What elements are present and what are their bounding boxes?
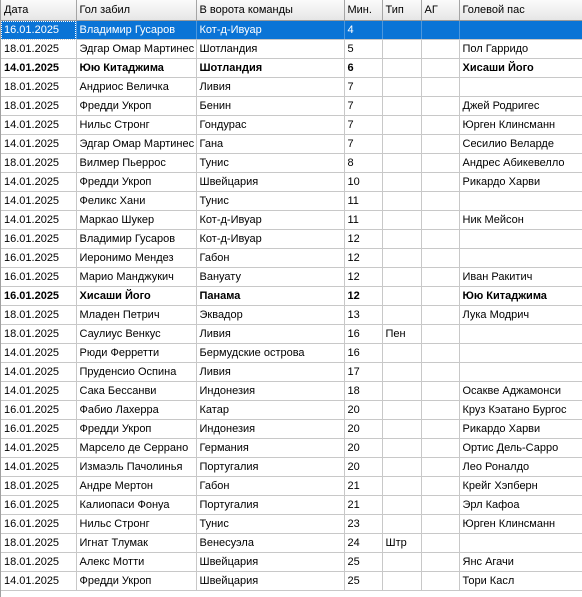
table-row[interactable] (1, 116, 582, 135)
cell-team[interactable]: Тунис (196, 154, 344, 173)
cell-ag[interactable] (421, 401, 459, 420)
cell-type[interactable] (382, 154, 421, 173)
cell-ag[interactable] (421, 40, 459, 59)
cell-assist[interactable] (459, 21, 582, 40)
cell-team[interactable]: Габон (196, 249, 344, 268)
cell-scorer[interactable]: Эдгар Омар Мартинес (76, 40, 196, 59)
cell-date[interactable]: 16.01.2025 (1, 287, 76, 306)
cell-assist[interactable]: Круз Кэатано Бургос (459, 401, 582, 420)
cell-type[interactable] (382, 515, 421, 534)
cell-ag[interactable] (421, 230, 459, 249)
cell-type[interactable]: Штр (382, 534, 421, 553)
cell-date[interactable]: 14.01.2025 (1, 211, 76, 230)
cell-team[interactable]: Ливия (196, 78, 344, 97)
cell-scorer[interactable]: Сака Бессанви (76, 382, 196, 401)
column-header-assist[interactable]: Голевой пас (459, 0, 582, 21)
cell-minute[interactable]: 11 (344, 211, 382, 230)
cell-date[interactable]: 16.01.2025 (1, 496, 76, 515)
cell-ag[interactable] (421, 287, 459, 306)
cell-scorer[interactable]: Марио Манджукич (76, 268, 196, 287)
cell-type[interactable] (382, 382, 421, 401)
cell-date[interactable]: 16.01.2025 (1, 515, 76, 534)
cell-team[interactable]: Ливия (196, 325, 344, 344)
cell-type[interactable] (382, 420, 421, 439)
cell-scorer[interactable]: Маркао Шукер (76, 211, 196, 230)
cell-minute[interactable]: 11 (344, 192, 382, 211)
cell-minute[interactable]: 25 (344, 572, 382, 591)
table-row[interactable] (1, 401, 582, 420)
cell-date[interactable]: 18.01.2025 (1, 534, 76, 553)
cell-ag[interactable] (421, 173, 459, 192)
table-row[interactable] (1, 173, 582, 192)
cell-assist[interactable]: Юрген Клинсманн (459, 515, 582, 534)
cell-scorer[interactable]: Нильс Стронг (76, 515, 196, 534)
cell-date[interactable]: 14.01.2025 (1, 135, 76, 154)
cell-assist[interactable]: Лука Модрич (459, 306, 582, 325)
cell-scorer[interactable]: Фабио Лахерра (76, 401, 196, 420)
column-header-ag[interactable]: АГ (421, 0, 459, 21)
cell-team[interactable]: Габон (196, 477, 344, 496)
cell-assist[interactable]: Сесилио Веларде (459, 135, 582, 154)
cell-scorer[interactable]: Юю Китаджима (76, 59, 196, 78)
cell-scorer[interactable]: Калиопаси Фонуа (76, 496, 196, 515)
cell-type[interactable] (382, 59, 421, 78)
cell-type[interactable] (382, 306, 421, 325)
cell-ag[interactable] (421, 78, 459, 97)
cell-date[interactable]: 14.01.2025 (1, 363, 76, 382)
cell-team[interactable]: Швейцария (196, 572, 344, 591)
cell-type[interactable] (382, 78, 421, 97)
table-row[interactable] (1, 230, 582, 249)
cell-date[interactable]: 18.01.2025 (1, 97, 76, 116)
cell-team[interactable]: Кот-д-Ивуар (196, 21, 344, 40)
cell-date[interactable]: 18.01.2025 (1, 325, 76, 344)
table-row[interactable] (1, 135, 582, 154)
cell-type[interactable] (382, 268, 421, 287)
cell-minute[interactable]: 7 (344, 116, 382, 135)
table-row[interactable] (1, 420, 582, 439)
table-row[interactable] (1, 21, 582, 40)
cell-minute[interactable]: 4 (344, 21, 382, 40)
cell-assist[interactable] (459, 249, 582, 268)
cell-type[interactable] (382, 572, 421, 591)
cell-ag[interactable] (421, 192, 459, 211)
cell-assist[interactable] (459, 363, 582, 382)
cell-scorer[interactable]: Эдгар Омар Мартинес (76, 135, 196, 154)
cell-type[interactable] (382, 477, 421, 496)
cell-date[interactable]: 14.01.2025 (1, 59, 76, 78)
cell-date[interactable]: 16.01.2025 (1, 401, 76, 420)
cell-date[interactable]: 16.01.2025 (1, 21, 76, 40)
cell-type[interactable] (382, 97, 421, 116)
table-row[interactable] (1, 439, 582, 458)
table-row[interactable] (1, 78, 582, 97)
cell-ag[interactable] (421, 211, 459, 230)
cell-minute[interactable]: 20 (344, 458, 382, 477)
cell-team[interactable]: Кот-д-Ивуар (196, 211, 344, 230)
cell-scorer[interactable]: Марсело де Серрано (76, 439, 196, 458)
cell-assist[interactable]: Крейг Хэпберн (459, 477, 582, 496)
goals-table (1, 0, 582, 591)
cell-minute[interactable]: 13 (344, 306, 382, 325)
cell-scorer[interactable]: Фредди Укроп (76, 97, 196, 116)
cell-ag[interactable] (421, 439, 459, 458)
cell-team[interactable]: Швейцария (196, 173, 344, 192)
cell-type[interactable] (382, 439, 421, 458)
cell-date[interactable]: 18.01.2025 (1, 477, 76, 496)
cell-date[interactable]: 14.01.2025 (1, 382, 76, 401)
cell-team[interactable]: Тунис (196, 192, 344, 211)
cell-assist[interactable]: Ортис Дель-Сарро (459, 439, 582, 458)
cell-scorer[interactable]: Феликс Хани (76, 192, 196, 211)
cell-date[interactable]: 14.01.2025 (1, 458, 76, 477)
cell-scorer[interactable]: Игнат Тлумак (76, 534, 196, 553)
cell-date[interactable]: 14.01.2025 (1, 116, 76, 135)
table-row[interactable] (1, 553, 582, 572)
cell-scorer[interactable]: Андре Мертон (76, 477, 196, 496)
cell-minute[interactable]: 16 (344, 344, 382, 363)
cell-scorer[interactable]: Пруденсио Оспина (76, 363, 196, 382)
cell-assist[interactable]: Осакве Аджамонси (459, 382, 582, 401)
cell-type[interactable] (382, 21, 421, 40)
cell-date[interactable]: 18.01.2025 (1, 40, 76, 59)
cell-assist[interactable] (459, 534, 582, 553)
cell-ag[interactable] (421, 116, 459, 135)
cell-ag[interactable] (421, 97, 459, 116)
cell-ag[interactable] (421, 515, 459, 534)
cell-minute[interactable]: 17 (344, 363, 382, 382)
cell-ag[interactable] (421, 268, 459, 287)
cell-minute[interactable]: 21 (344, 496, 382, 515)
cell-scorer[interactable]: Младен Петрич (76, 306, 196, 325)
table-row[interactable] (1, 211, 582, 230)
cell-scorer[interactable]: Фредди Укроп (76, 572, 196, 591)
cell-ag[interactable] (421, 363, 459, 382)
cell-team[interactable]: Португалия (196, 496, 344, 515)
cell-type[interactable] (382, 192, 421, 211)
table-row[interactable] (1, 363, 582, 382)
cell-ag[interactable] (421, 135, 459, 154)
cell-ag[interactable] (421, 306, 459, 325)
cell-date[interactable]: 14.01.2025 (1, 192, 76, 211)
cell-scorer[interactable]: Алекс Мотти (76, 553, 196, 572)
cell-assist[interactable]: Хисаши Його (459, 59, 582, 78)
cell-date[interactable]: 16.01.2025 (1, 249, 76, 268)
cell-minute[interactable]: 6 (344, 59, 382, 78)
cell-date[interactable]: 16.01.2025 (1, 268, 76, 287)
cell-assist[interactable] (459, 344, 582, 363)
column-header-team[interactable]: В ворота команды (196, 0, 344, 21)
cell-ag[interactable] (421, 553, 459, 572)
cell-type[interactable] (382, 344, 421, 363)
cell-type[interactable] (382, 173, 421, 192)
cell-type[interactable] (382, 287, 421, 306)
cell-date[interactable]: 18.01.2025 (1, 306, 76, 325)
cell-type[interactable] (382, 401, 421, 420)
cell-minute[interactable]: 7 (344, 78, 382, 97)
cell-type[interactable] (382, 40, 421, 59)
cell-minute[interactable]: 20 (344, 439, 382, 458)
cell-team[interactable]: Гондурас (196, 116, 344, 135)
cell-assist[interactable]: Рикардо Харви (459, 420, 582, 439)
table-row[interactable] (1, 192, 582, 211)
cell-type[interactable] (382, 363, 421, 382)
cell-date[interactable]: 16.01.2025 (1, 420, 76, 439)
cell-minute[interactable]: 12 (344, 230, 382, 249)
cell-date[interactable]: 18.01.2025 (1, 553, 76, 572)
cell-minute[interactable]: 10 (344, 173, 382, 192)
table-row[interactable] (1, 154, 582, 173)
cell-type[interactable]: Пен (382, 325, 421, 344)
cell-team[interactable]: Тунис (196, 515, 344, 534)
table-row[interactable] (1, 382, 582, 401)
cell-type[interactable] (382, 135, 421, 154)
column-header-date[interactable]: Дата (1, 0, 76, 21)
cell-minute[interactable]: 5 (344, 40, 382, 59)
cell-scorer[interactable]: Владимир Гусаров (76, 21, 196, 40)
cell-team[interactable]: Кот-д-Ивуар (196, 230, 344, 249)
cell-scorer[interactable]: Фредди Укроп (76, 420, 196, 439)
cell-date[interactable]: 18.01.2025 (1, 154, 76, 173)
cell-ag[interactable] (421, 572, 459, 591)
cell-minute[interactable]: 18 (344, 382, 382, 401)
cell-assist[interactable]: Ник Мейсон (459, 211, 582, 230)
cell-scorer[interactable]: Саулиус Венкус (76, 325, 196, 344)
cell-scorer[interactable]: Измаэль Пачолинья (76, 458, 196, 477)
column-header-minute[interactable]: Мин. (344, 0, 382, 21)
cell-scorer[interactable]: Фредди Укроп (76, 173, 196, 192)
cell-type[interactable] (382, 249, 421, 268)
cell-minute[interactable]: 7 (344, 135, 382, 154)
cell-assist[interactable]: Лео Роналдо (459, 458, 582, 477)
cell-ag[interactable] (421, 382, 459, 401)
cell-minute[interactable]: 24 (344, 534, 382, 553)
cell-team[interactable]: Ливия (196, 363, 344, 382)
cell-team[interactable]: Швейцария (196, 553, 344, 572)
table-row[interactable] (1, 477, 582, 496)
cell-scorer[interactable]: Рюди Ферретти (76, 344, 196, 363)
cell-assist[interactable]: Пол Гарридо (459, 40, 582, 59)
cell-date[interactable]: 18.01.2025 (1, 78, 76, 97)
table-row[interactable] (1, 496, 582, 515)
cell-minute[interactable]: 25 (344, 553, 382, 572)
header-row (1, 0, 582, 21)
cell-minute[interactable]: 20 (344, 401, 382, 420)
table-row[interactable] (1, 325, 582, 344)
cell-type[interactable] (382, 553, 421, 572)
cell-assist[interactable]: Юю Китаджима (459, 287, 582, 306)
cell-assist[interactable]: Эрл Кафоа (459, 496, 582, 515)
cell-team[interactable]: Португалия (196, 458, 344, 477)
cell-assist[interactable] (459, 78, 582, 97)
cell-minute[interactable]: 12 (344, 268, 382, 287)
table-row[interactable] (1, 59, 582, 78)
cell-ag[interactable] (421, 496, 459, 515)
cell-ag[interactable] (421, 249, 459, 268)
cell-ag[interactable] (421, 59, 459, 78)
cell-ag[interactable] (421, 154, 459, 173)
cell-date[interactable]: 14.01.2025 (1, 572, 76, 591)
cell-assist[interactable]: Джей Родригес (459, 97, 582, 116)
cell-assist[interactable] (459, 230, 582, 249)
cell-minute[interactable]: 12 (344, 249, 382, 268)
table-row[interactable] (1, 534, 582, 553)
cell-assist[interactable]: Рикардо Харви (459, 173, 582, 192)
cell-ag[interactable] (421, 325, 459, 344)
cell-team[interactable]: Индонезия (196, 382, 344, 401)
cell-type[interactable] (382, 116, 421, 135)
cell-assist[interactable]: Иван Ракитич (459, 268, 582, 287)
column-header-type[interactable]: Тип (382, 0, 421, 21)
cell-team[interactable]: Гана (196, 135, 344, 154)
table-row[interactable] (1, 268, 582, 287)
cell-assist[interactable]: Юрген Клинсманн (459, 116, 582, 135)
table-row[interactable] (1, 287, 582, 306)
cell-scorer[interactable]: Владимир Гусаров (76, 230, 196, 249)
table-row[interactable] (1, 458, 582, 477)
cell-scorer[interactable]: Иеронимо Мендез (76, 249, 196, 268)
cell-ag[interactable] (421, 21, 459, 40)
cell-ag[interactable] (421, 534, 459, 553)
cell-type[interactable] (382, 211, 421, 230)
cell-minute[interactable]: 12 (344, 287, 382, 306)
table-row[interactable] (1, 515, 582, 534)
cell-minute[interactable]: 7 (344, 97, 382, 116)
cell-date[interactable]: 14.01.2025 (1, 439, 76, 458)
cell-team[interactable]: Индонезия (196, 420, 344, 439)
cell-date[interactable]: 16.01.2025 (1, 230, 76, 249)
cell-team[interactable]: Вануату (196, 268, 344, 287)
cell-team[interactable]: Бенин (196, 97, 344, 116)
cell-team[interactable]: Катар (196, 401, 344, 420)
cell-scorer[interactable]: Нильс Стронг (76, 116, 196, 135)
cell-ag[interactable] (421, 458, 459, 477)
cell-assist[interactable]: Андрес Абикевелло (459, 154, 582, 173)
cell-minute[interactable]: 21 (344, 477, 382, 496)
table-row[interactable] (1, 344, 582, 363)
cell-team[interactable]: Бермудские острова (196, 344, 344, 363)
cell-date[interactable]: 14.01.2025 (1, 344, 76, 363)
cell-team[interactable]: Шотландия (196, 40, 344, 59)
cell-ag[interactable] (421, 344, 459, 363)
cell-minute[interactable]: 23 (344, 515, 382, 534)
cell-team[interactable]: Венесуэла (196, 534, 344, 553)
cell-team[interactable]: Эквадор (196, 306, 344, 325)
column-header-scorer[interactable]: Гол забил (76, 0, 196, 21)
cell-type[interactable] (382, 230, 421, 249)
cell-scorer[interactable]: Вилмер Пьеррос (76, 154, 196, 173)
table-row[interactable] (1, 40, 582, 59)
table-row[interactable] (1, 306, 582, 325)
table-row[interactable] (1, 249, 582, 268)
cell-assist[interactable]: Янс Агачи (459, 553, 582, 572)
cell-type[interactable] (382, 458, 421, 477)
cell-scorer[interactable]: Андриос Величка (76, 78, 196, 97)
table-row[interactable] (1, 572, 582, 591)
cell-ag[interactable] (421, 477, 459, 496)
cell-minute[interactable]: 20 (344, 420, 382, 439)
cell-team[interactable]: Панама (196, 287, 344, 306)
cell-assist[interactable]: Тори Касл (459, 572, 582, 591)
cell-scorer[interactable]: Хисаши Його (76, 287, 196, 306)
cell-ag[interactable] (421, 420, 459, 439)
cell-assist[interactable] (459, 325, 582, 344)
cell-date[interactable]: 14.01.2025 (1, 173, 76, 192)
cell-type[interactable] (382, 496, 421, 515)
cell-assist[interactable] (459, 192, 582, 211)
table-row[interactable] (1, 97, 582, 116)
cell-team[interactable]: Шотландия (196, 59, 344, 78)
cell-team[interactable]: Германия (196, 439, 344, 458)
cell-minute[interactable]: 16 (344, 325, 382, 344)
cell-minute[interactable]: 8 (344, 154, 382, 173)
